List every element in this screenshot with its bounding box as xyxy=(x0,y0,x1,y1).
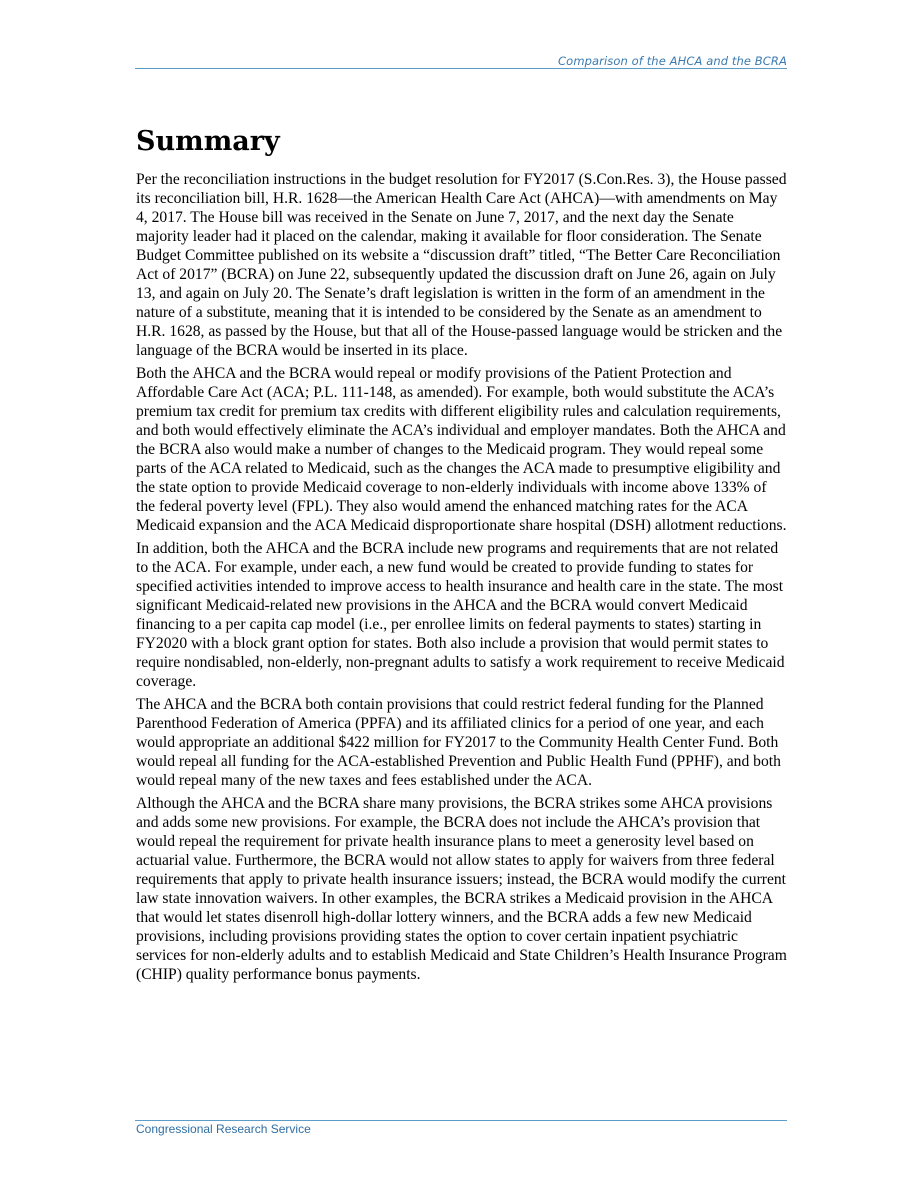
footer-divider xyxy=(135,1120,787,1121)
paragraph-1: Per the reconciliation instructions in the budget resolution for FY2017 (S.Con.Res. 3), the House passed its reconciliation bill, H.R. 1628—the American Health Care Act (AHCA)—with amendments on May 4, 2017. The House bill was received in the Senate on June 7, 2017, and the next day the Senate majority leader had it placed on the calendar, making it available for floor consideration. The Senate Budget Committee published on its website a “discussion draft” titled, “The Better Care Reconciliation Act of 2017” (BCRA) on June 22, subsequently updated the discussion draft on June 26, again on July 13, and again on July 20. The Senate’s draft legislation is written in the form of an amendment in the nature of a substitute, meaning that it is intended to be considered by the Senate as an amendment to H.R. 1628, as passed by the House, but that all of the House-passed language would be stricken and the language of the BCRA would be inserted in its place. xyxy=(136,171,787,359)
paragraph-5: Although the AHCA and the BCRA share many provisions, the BCRA strikes some AHCA provisions and adds some new provisions. For example, the BCRA does not include the AHCA’s provision that would repeal the requirement for private health insurance plans to meet a generosity level based on actuarial value. Furthermore, the BCRA would not allow states to apply for waivers from three federal requirements that apply to private health insurance issuers; instead, the BCRA would modify the current law state innovation waivers. In other examples, the BCRA strikes a Medicaid provision in the AHCA that would let states disenroll high-dollar lottery winners, and the BCRA adds a few new Medicaid provisions, including provisions providing states the option to cover certain inpatient psychiatric services for non-elderly adults and to establish Medicaid and State Children’s Health Insurance Program (CHIP) quality performance bonus payments. xyxy=(136,795,787,983)
paragraph-4: The AHCA and the BCRA both contain provisions that could restrict federal funding for the Planned Parenthood Federation of America (PPFA) and its affiliated clinics for a period of one year, and each would appropriate an additional $422 million for FY2017 to the Community Health Center Fund. Both would repeal all funding for the ACA-established Prevention and Public Health Fund (PPHF), and both would repeal many of the new taxes and fees established under the ACA. xyxy=(136,696,781,789)
running-header-title: Comparison of the AHCA and the BCRA xyxy=(558,54,787,68)
document-body xyxy=(136,122,788,988)
paragraph-3: In addition, both the AHCA and the BCRA include new programs and requirements that are not related to the ACA. For example, under each, a new fund would be created to provide funding to states for specified activities intended to improve access to health insurance and health care in the state. The most significant Medicaid-related new provisions in the AHCA and the BCRA would convert Medicaid financing to a per capita cap model (i.e., per enrollee limits on federal payments to states) starting in FY2020 with a block grant option for states. Both also include a provision that would permit states to require nondisabled, non-elderly, non-pregnant adults to satisfy a work requirement to receive Medicaid coverage. xyxy=(136,540,785,690)
running-footer-text: Congressional Research Service xyxy=(136,1122,311,1136)
section-heading: Summary xyxy=(136,126,280,157)
header-divider xyxy=(135,68,787,69)
paragraph-2: Both the AHCA and the BCRA would repeal or modify provisions of the Patient Protection and Affordable Care Act (ACA; P.L. 111-148, as amended). For example, both would substitute the ACA’s premium tax credit for premium tax credits with different eligibility rules and calculation requirements, and both would effectively eliminate the ACA’s individual and employer mandates. Both the AHCA and the BCRA also would make a number of changes to the Medicaid program. They would repeal some parts of the ACA related to Medicaid, such as the changes the ACA made to presumptive eligibility and the state option to provide Medicaid coverage to non-elderly individuals with income above 133% of the federal poverty level (FPL). They also would amend the enhanced matching rates for the ACA Medicaid expansion and the ACA Medicaid disproportionate share hospital (DSH) allotment reductions. xyxy=(136,365,787,534)
